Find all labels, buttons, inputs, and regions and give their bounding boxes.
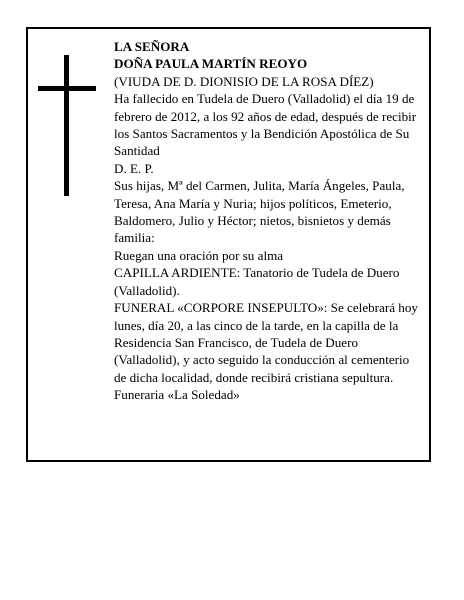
funeral-home: Funeraria «La Soledad» (114, 387, 240, 403)
death-announcement: Ha fallecido en Tudela de Duero (Valladolid) el día 19 de febrero de 2012, a los 92 años de edad, después de recibir los Santos Sacramentos y la Bendición Apostólica de Su Santidad (114, 91, 417, 159)
deceased-name: DOÑA PAULA MARTÍN REOYO (114, 56, 308, 72)
rest-in-peace: D. E. P. (114, 160, 154, 176)
cross-vertical-bar (64, 55, 69, 196)
cross-horizontal-bar (38, 86, 96, 91)
widow-of: (VIUDA DE D. DIONISIO DE LA ROSA DÍEZ) (114, 73, 374, 89)
family-members: Sus hijas, Mª del Carmen, Julita, María Ángeles, Paula, Teresa, Ana María y Nuria; hijos políticos, Emeterio, Baldomero, Julio y Héctor; nietos, bisnietos y demás familia: (114, 178, 405, 246)
obituary-heading: LA SEÑORA (114, 39, 190, 54)
prayer-request: Ruegan una oración por su alma (114, 247, 284, 263)
obituary-text (114, 38, 424, 404)
funeral-info: FUNERAL «CORPORE INSEPULTO»: Se celebrará hoy lunes, día 20, a las cinco de la tarde, en la capilla de la Residencia San Francisco, de Tudela de Duero (Valladolid), y acto seguido la conducción al cementerio de dicha localidad, donde recibirá cristiana sepultura. (114, 300, 418, 385)
chapel-info: CAPILLA ARDIENTE: Tanatorio de Tudela de Duero (Valladolid). (114, 265, 400, 298)
